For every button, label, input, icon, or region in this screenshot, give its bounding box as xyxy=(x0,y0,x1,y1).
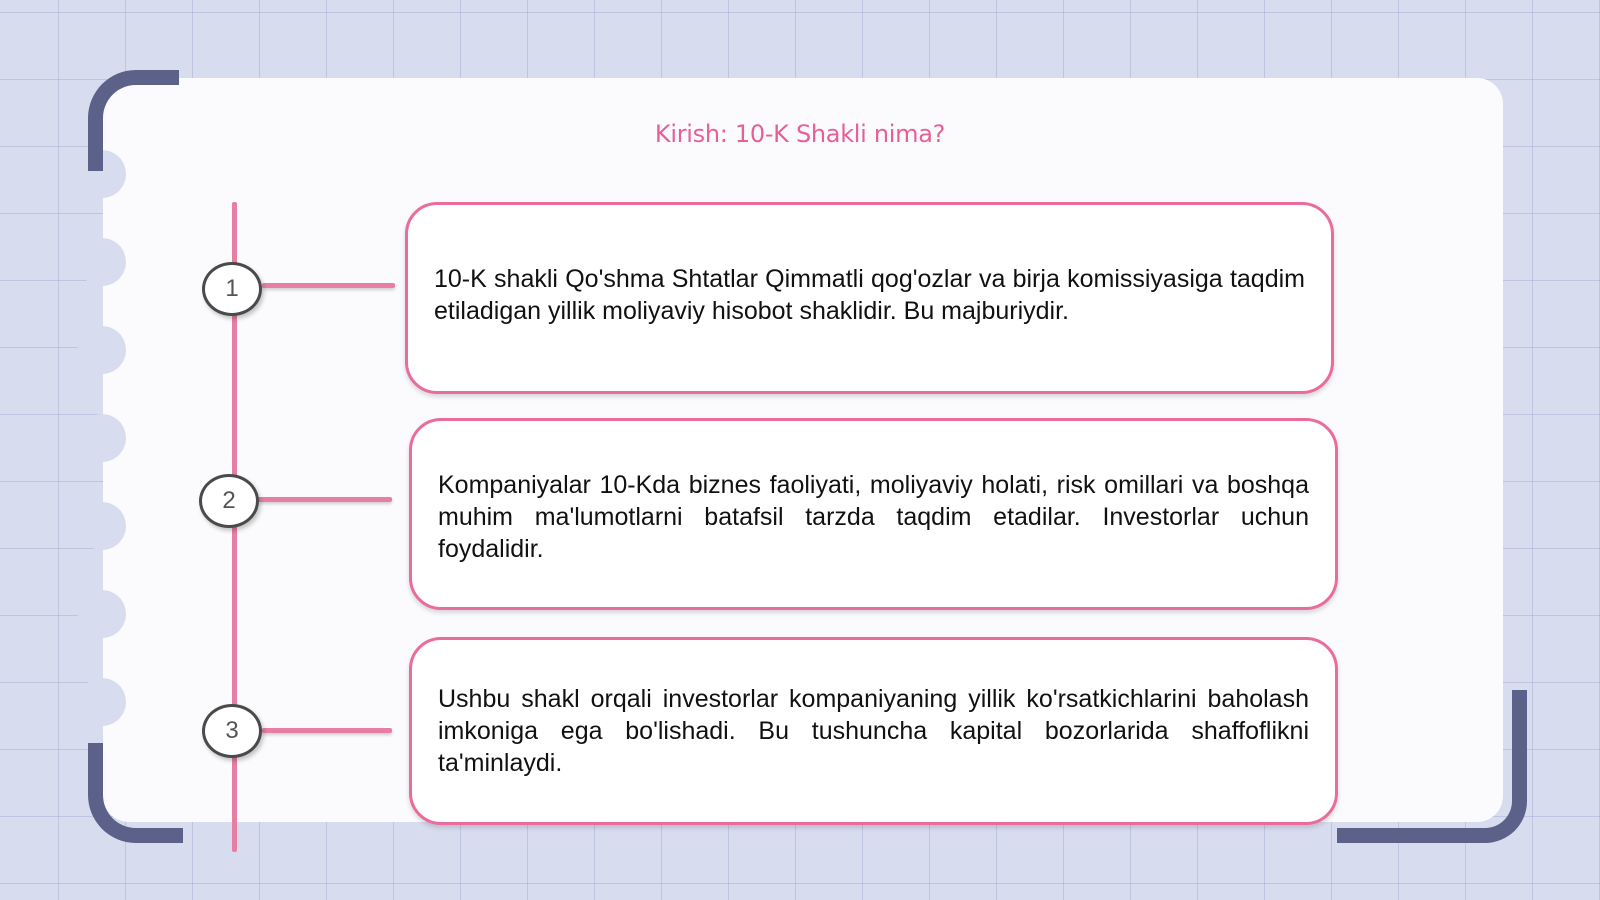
notebook-tab xyxy=(78,414,126,462)
notebook-tab xyxy=(78,590,126,638)
corner-bracket-top-left xyxy=(88,70,179,171)
notebook-tab xyxy=(78,238,126,286)
step-card-text-1: 10-K shakli Qo'shma Shtatlar Qimmatli qog'ozlar va birja komissiyasiga taqdim etiladigan yillik moliyaviy hisobot shaklidir. Bu majburiydir. xyxy=(434,265,1305,325)
step-connector-2 xyxy=(258,497,392,502)
step-number-badge-2: 2 xyxy=(199,474,259,528)
notebook-tab xyxy=(78,678,126,726)
step-connector-3 xyxy=(262,728,392,733)
corner-bracket-bottom-left xyxy=(88,743,183,843)
step-number-badge-1: 1 xyxy=(202,262,262,316)
notebook-tab xyxy=(78,502,126,550)
step-connector-1 xyxy=(262,283,395,288)
step-card-text-2: Kompaniyalar 10-Kda biznes faoliyati, moliyaviy holati, risk omillari va boshqa muhim ma'lumotlarni batafsil tarzda taqdim etadilar. Investorlar uchun foydalidir. xyxy=(438,471,1309,563)
step-card-3 xyxy=(409,637,1338,825)
step-card-text-3: Ushbu shakl orqali investorlar kompaniyaning yillik ko'rsatkichlarini baholash imkoniga ega bo'lishadi. Bu tushuncha kapital bozorlarida shaffoflikni ta'minlaydi. xyxy=(438,685,1309,777)
step-number-badge-3: 3 xyxy=(202,704,262,758)
step-card-2 xyxy=(409,418,1338,610)
step-card-1 xyxy=(405,202,1334,394)
notebook-tab xyxy=(78,326,126,374)
corner-bracket-bottom-right xyxy=(1337,690,1527,843)
slide-title: Kirish: 10-K Shakli nima? xyxy=(654,120,946,148)
